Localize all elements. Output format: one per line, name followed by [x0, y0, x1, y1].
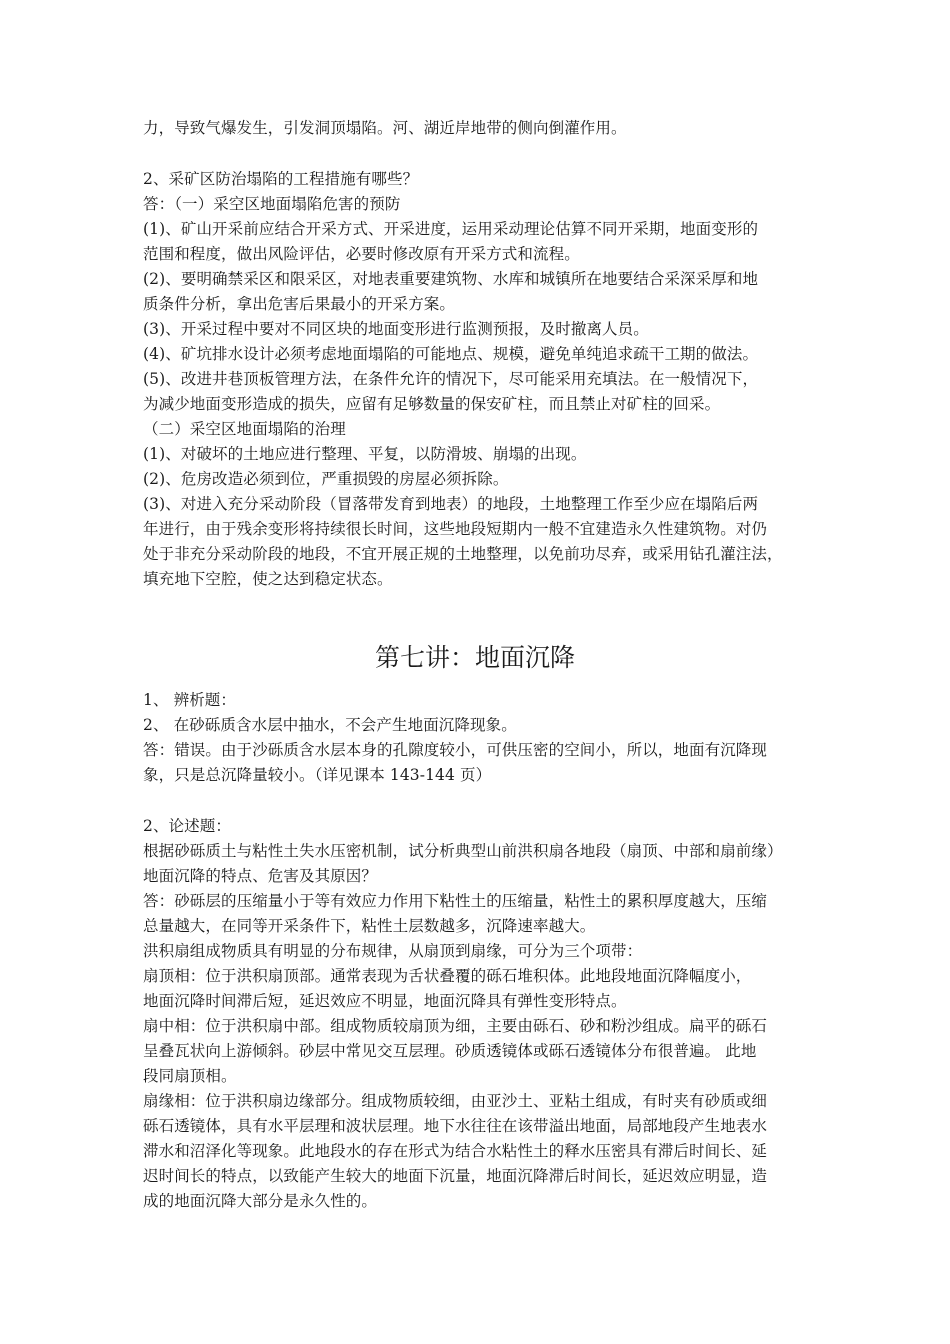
text-line: （二）采空区地面塌陷的治理 — [143, 420, 346, 438]
text-line: 砾石透镜体，具有水平层理和波状层理。地下水往往在该带溢出地面，局部地段产生地表水 — [143, 1117, 768, 1135]
text-line: (1)、矿山开采前应结合开采方式、开采进度，运用采动理论估算不同开采期，地面变形的 — [143, 220, 759, 238]
text-line: 滞水和沼泽化等现象。此地段水的存在形式为结合水粘性土的释水压密具有滞后时间长、延 — [143, 1142, 768, 1160]
answer-line: 答：错误。由于沙砾质含水层本身的孔隙度较小，可供压密的空间小，所以，地面有沉降现 — [143, 741, 768, 759]
text-line: 力，导致气爆发生，引发洞顶塌陷。河、湖近岸地带的侧向倒灌作用。 — [143, 119, 627, 137]
text-line: (3)、对进入充分采动阶段（冒落带发育到地表）的地段，土地整理工作至少应在塌陷后两 — [143, 495, 759, 513]
text-line: 象，只是总沉降量较小。（详见课本 143-144 页） — [143, 766, 492, 784]
text-line: 处于非充分采动阶段的地段，不宜开展正规的土地整理，以免前功尽弃，或采用钻孔灌注法， — [143, 545, 783, 563]
text-line: 洪积扇组成物质具有明显的分布规律，从扇顶到扇缘，可分为三个项带： — [143, 942, 643, 960]
text-line: (3)、开采过程中要对不同区块的地面变形进行监测预报，及时撤离人员。 — [143, 320, 649, 338]
text-line: (4)、矿坑排水设计必须考虑地面塌陷的可能地点、规模，避免单纯追求疏干工期的做法。 — [143, 345, 759, 363]
text-line: 扇中相：位于洪积扇中部。组成物质较扇顶为细，主要由砾石、砂和粉沙组成。扁平的砾石 — [143, 1017, 768, 1035]
text-line: 填充地下空腔，使之达到稳定状态。 — [143, 570, 393, 588]
text-line: 根据砂砾质土与粘性土失水压密机制，试分析典型山前洪积扇各地段（扇顶、中部和扇前缘） — [143, 842, 783, 860]
question-line: 2、采矿区防治塌陷的工程措施有哪些？ — [143, 170, 419, 188]
text-line: (2)、危房改造必须到位，严重损毁的房屋必须拆除。 — [143, 470, 509, 488]
text-line: 为减少地面变形造成的损失，应留有足够数量的保安矿柱，而且禁止对矿柱的回采。 — [143, 395, 721, 413]
question-line: 2、 在砂砾质含水层中抽水，不会产生地面沉降现象。 — [143, 716, 517, 734]
answer-line: 答：（一）采空区地面塌陷危害的预防 — [143, 195, 401, 213]
text-line: (1)、对破坏的土地应进行整理、平复，以防滑坡、崩塌的出现。 — [143, 445, 587, 463]
question-line: 2、论述题： — [143, 817, 231, 835]
text-line: 范围和程度，做出风险评估，必要时修改原有开采方式和流程。 — [143, 245, 580, 263]
text-line: 扇顶相：位于洪积扇顶部。通常表现为舌状叠覆的砾石堆积体。此地段地面沉降幅度小， — [143, 967, 752, 985]
text-line: 年进行，由于残余变形将持续很长时间，这些地段短期内一般不宜建造永久性建筑物。对仍 — [143, 520, 768, 538]
text-line: 总量越大，在同等开采条件下，粘性土层数越多，沉降速率越大。 — [143, 917, 596, 935]
text-line: 呈叠瓦状向上游倾斜。砂层中常见交互层理。砂质透镜体或砾石透镜体分布很普遍。 此地 — [143, 1042, 757, 1060]
text-line: 1、 辨析题： — [143, 691, 236, 709]
answer-line: 答：砂砾层的压缩量小于等有效应力作用下粘性土的压缩量，粘性土的累积厚度越大，压缩 — [143, 892, 768, 910]
text-line: 地面沉降时间滞后短，延迟效应不明显，地面沉降具有弹性变形特点。 — [143, 992, 627, 1010]
text-line: 扇缘相：位于洪积扇边缘部分。组成物质较细，由亚沙土、亚粘土组成，有时夹有砂质或细 — [143, 1092, 768, 1110]
text-line: (2)、要明确禁采区和限采区，对地表重要建筑物、水库和城镇所在地要结合采深采厚和地 — [143, 270, 759, 288]
text-line: 地面沉降的特点、危害及其原因？ — [143, 867, 378, 885]
text-line: (5)、改进井巷顶板管理方法，在条件允许的情况下，尽可能采用充填法。在一般情况下， — [143, 370, 759, 388]
text-line: 迟时间长的特点，以致能产生较大的地面下沉量，地面沉降滞后时间长，延迟效应明显，造 — [143, 1167, 768, 1185]
section-heading: 第七讲：地面沉降 — [374, 643, 575, 672]
text-line: 成的地面沉降大部分是永久性的。 — [143, 1192, 378, 1210]
text-line: 质条件分析，拿出危害后果最小的开采方案。 — [143, 295, 456, 313]
text-line: 段同扇顶相。 — [143, 1067, 237, 1085]
